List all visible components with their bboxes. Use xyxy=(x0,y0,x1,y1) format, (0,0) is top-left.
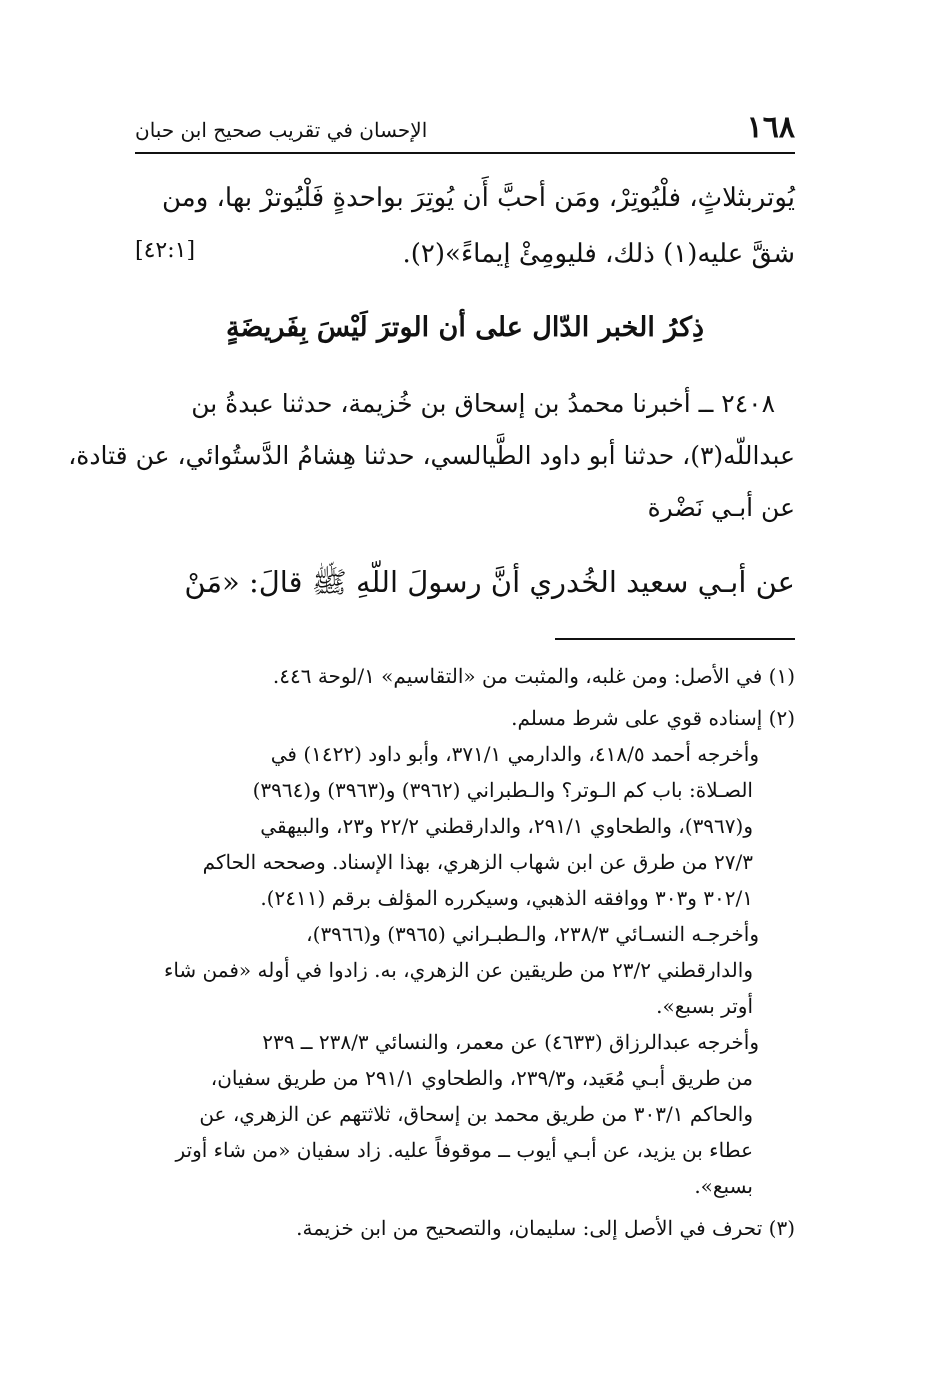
page-number: ١٦٨ xyxy=(746,110,795,145)
main-text-line: يُوتربثلاثٍ، فلْيُوتِرْ، ومَن أحبَّ أَن يُوتِرَ بواحدةٍ فَلْيُوترْ بها، ومن xyxy=(162,183,795,213)
footnote-2-line: وأخرجه أحمد ٤١٨/٥، والدارمي ٣٧١/١، وأبو داود (١٤٢٢) في xyxy=(270,742,759,766)
isnad-line: عن أبـي نَضْرة xyxy=(647,493,795,522)
footnote-2-line: عطاء بن يزيد، عن أبـي أيوب ــ موقوفاً عليه. زاد سفيان «من شاء أوتر xyxy=(175,1138,753,1162)
footnote-2-line: بسبع». xyxy=(694,1174,753,1198)
footnotes xyxy=(135,658,795,1246)
footnote-rule xyxy=(555,638,795,640)
footnote-2-line: (٢) إسناده قوي على شرط مسلم. xyxy=(511,706,795,730)
footnote-1: (١) في الأصل: ومن غلبه، والمثبت من «التقاسيم» ١/لوحة ٤٤٦. xyxy=(272,664,795,688)
footnote-2-line: أوتر بسبع». xyxy=(656,994,753,1018)
footnote-2-line: ٢٧/٣ من طرق عن ابن شهاب الزهري، بهذا الإسناد. وصححه الحاكم xyxy=(202,850,753,874)
main-text-last-row xyxy=(135,226,795,282)
header-rule xyxy=(135,152,795,154)
footnote-2-line: من طريق أبـي مُعَيد، و٢٣٩/٣، والطحاوي ٢٩١/١ من طريق سفيان، xyxy=(210,1066,753,1090)
footnote-2-line: والحاكم ٣٠٣/١ من طريق محمد بن إسحاق، ثلاثتهم عن الزهري، عن xyxy=(199,1102,753,1126)
isnad-line: عبداللّه(٣)، حدثنا أبو داود الطَّيالسي، حدثنا هِشامُ الدَّستُوائي، عن قتادة، xyxy=(68,441,795,470)
section-heading: ذِكرُ الخبر الدّال على أن الوترَ لَيْسَ بِفَريضَةٍ xyxy=(225,312,705,343)
page-header xyxy=(135,108,795,148)
running-title: الإحسان في تقريب صحيح ابن حبان xyxy=(135,118,428,142)
footnote-2-line: ٣٠٢/١ و٣٠٣ ووافقه الذهبي، وسيكرره المؤلف برقم (٢٤١١). xyxy=(260,886,753,910)
hadith-isnad xyxy=(68,378,795,534)
hadith-matn xyxy=(135,552,795,612)
footnote-2-line: وأخرجـه النسـائي ٢٣٨/٣، والـطبـراني (٣٩٦٥) و(٣٩٦٦)، xyxy=(306,922,759,946)
isnad-line: ٢٤٠٨ ــ أخبرنا محمدُ بن إسحاق بن خُزيمة، حدثنا عبدةُ بن xyxy=(191,389,775,418)
main-text-line: شقَّ عليه(١) ذلك، فليومِئْ إيماءً»(٢). xyxy=(402,239,795,269)
footnote-3: (٣) تحرف في الأصل إلى: سليمان، والتصحيح من ابن خزيمة. xyxy=(296,1216,795,1240)
footnote-2-line: والدارقطني ٢٣/٢ من طريقين عن الزهري، به. زادوا في أوله «فمن شاء xyxy=(163,958,753,982)
reference-tag: [٤٢:١] xyxy=(135,238,196,263)
main-text xyxy=(135,170,795,282)
footnote-2-line: الصـلاة: باب كم الـوتر؟ والـطبراني (٣٩٦٢) و(٣٩٦٣) و(٣٩٦٤) xyxy=(252,778,753,802)
footnote-2-line: و(٣٩٦٧)، والطحاوي ٢٩١/١، والدارقطني ٢٢/٢ و٢٣، والبيهقي xyxy=(260,814,753,838)
footnote-2-line: وأخرجه عبدالرزاق (٤٦٣٣) عن معمر، والنسائي ٢٣٨/٣ ــ ٢٣٩ xyxy=(262,1030,759,1054)
matn-line: عن أبـي سعيد الخُدري أنَّ رسولَ اللّهِ ﷺ قالَ: «مَنْ xyxy=(184,565,795,599)
